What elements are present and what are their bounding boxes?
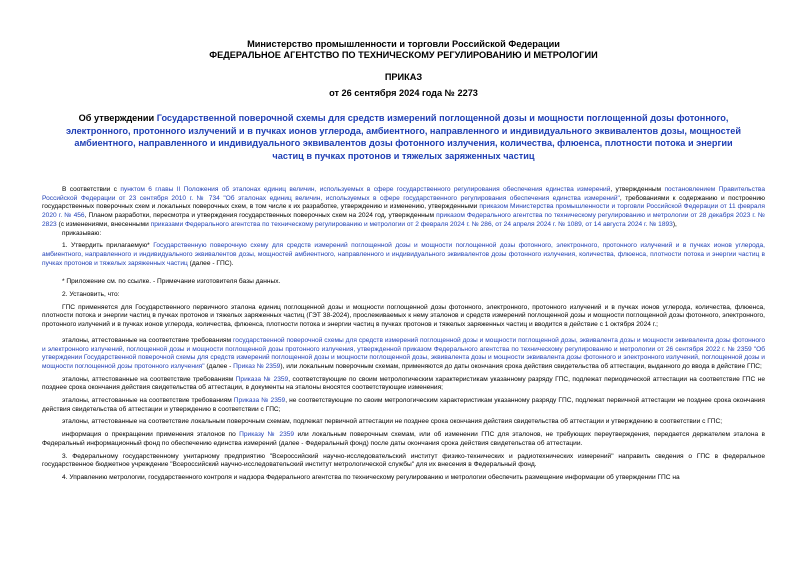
p2b-link-old-scheme[interactable]: государственной поверочной схемы для средств измерений поглощенной дозы и мощности поглощенной дозы, эквивалента дозы и мощности эквивалента дозы фотонного и электронного излучений, поглощенной дозы и мощности поглощенной дозы протонного излучения, утвержденной приказом Федерального агентства по техническому регулированию и метрологии от 26 сентября 2022 г. № 2359 "Об утверждении Государственной поверочной схемы для средств измерений поглощенной дозы и мощности поглощенной дозы, эквивалента дозы и мощности эквивалента дозы фотонного и электронного излучений, поглощенной дозы и мощности поглощенной дозы протонного излучения": [42, 336, 765, 370]
p2b-text: ), или локальным поверочным схемам, применяются до даты окончания срока действия свидетельства об аттестации, выданного до ввода в действие ГПС;: [280, 362, 762, 370]
paragraph-1: [42, 242, 765, 268]
agency-heading: ФЕДЕРАЛЬНОЕ АГЕНТСТВО ПО ТЕХНИЧЕСКОМУ РЕГУЛИРОВАНИЮ И МЕТРОЛОГИИ: [209, 50, 598, 60]
p2b-text: (далее -: [204, 362, 234, 370]
p2d-text: , не соответствующие по своим метрологическим характеристикам указанному разряду ГПС, подлежат первичной аттестации не позднее срока окончания действия свидетельства об аттестации и утверждению в соответствии с ГПС;: [42, 397, 766, 413]
paragraph-2c: [42, 376, 765, 393]
intro-link-minprom-order[interactable]: приказом Министерства промышленности и торговли Российской Федерации от 11 февраля 2020 г. № 456: [42, 203, 765, 220]
intro-text: В соответствии с: [62, 186, 121, 193]
intro-link-regulation[interactable]: пунктом 6 главы II Положения об эталонах единиц величин, используемых в сфере государственного регулирования обеспечения единства измерений: [120, 186, 611, 193]
document-body: [42, 186, 765, 483]
footnote: * Приложение см. по ссылке. - Примечание изготовителя базы данных.: [62, 278, 281, 286]
ministry-heading: Министерство промышленности и торговли Российской Федерации: [247, 39, 560, 49]
p1-text: 1. Утвердить прилагаемую*: [62, 242, 154, 250]
p1-link-scheme[interactable]: Государственную поверочную схему для средств измерений поглощенной дозы и мощности поглощенной дозы фотонного, электронного, протонного излучений и в пучках ионов углерода, амбиентного, направленного и индивидуального эквивалентов дозы, мощностей амбиентного, направленного и индивидуального эквивалентов дозы фотонного излучения, количества, флюенса, плотности потока и энергии частиц в пучках протонов и тяжелых заряженных частиц: [42, 242, 765, 267]
intro-text: (с изменениями, внесенными: [56, 220, 151, 228]
paragraph-2e: эталоны, аттестованные на соответствие локальным поверочным схемам, подлежат первичной аттестации не позднее срока окончания действия свидетельства об аттестации и утверждению в соответствии с ГПС;: [62, 418, 723, 426]
intro-link-amending-orders[interactable]: приказами Федерального агентства по техническому регулированию и метрологии от 2 февраля 2024 г. № 286, от 24 апреля 2024 г. № 1089, от 14 августа 2024 г. № 1893: [150, 220, 673, 228]
intro-paragraph: [42, 186, 765, 230]
intro-text: , Планом разработки, пересмотра и утверждения государственных поверочных схем на 2024 год, утвержденным: [84, 212, 437, 220]
p2b-text: эталоны, аттестованные на соответствие требованиям: [62, 336, 234, 344]
p2f-link-order-2359[interactable]: Приказу № 2359: [239, 431, 295, 439]
paragraph-3: 3. Федеральному государственному унитарному предприятию "Всероссийский научно-исследовательский институт физико-технических и радиотехнических измерений" направить сведения о ГПС в федеральное государственное бюджетное учреждение "Всероссийский научно-исследовательский институт метрологической службы" для их внесения в Федеральный фонд.: [42, 452, 765, 469]
intro-text: , утвержденным: [610, 186, 665, 193]
title-link[interactable]: Государственной поверочной схемы для средств измерений поглощенной дозы и мощности поглощенной дозы фотонного, электронного, протонного излучений и в пучках ионов углерода, амбиентного, направленного и индивидуального эквивалентов дозы, мощностей амбиентного, направленного и индивидуального эквивалентов дозы фотонного излучения, количества, флюенса, плотности потока и энергии частиц в пучках протонов и тяжелых заряженных частиц: [66, 113, 741, 161]
intro-link-plan-order[interactable]: приказом Федерального агентства по техническому регулированию и метрологии от 28 декабря 2023 г. № 2823: [42, 212, 766, 228]
order-word: приказываю:: [62, 229, 102, 237]
p2d-text: эталоны, аттестованные на соответствие требованиям: [62, 397, 234, 405]
paragraph-2b: [42, 337, 765, 372]
p2c-text: эталоны, аттестованные на соответствие требованиям: [62, 375, 236, 383]
document-title: [60, 112, 747, 162]
p2b-link-order-2359[interactable]: Приказ № 2359: [233, 362, 281, 370]
p2d-link-order-2359[interactable]: Приказа № 2359: [233, 397, 286, 405]
paragraph-2d: [42, 397, 765, 414]
intro-link-decree-title[interactable]: "Об эталонах единиц величин, используемых в сфере государственного регулирования обеспечения единства измерений": [223, 194, 620, 202]
p2c-text: , соответствующие по своим метрологическим характеристикам указанному разряду ГПС, подлежат периодической аттестации на соответствие ГПС не позднее срока окончания действия свидетельства об аттестации, в документы на эталоны вносятся соответствующие изменения;: [42, 375, 765, 392]
paragraph-2: 2. Установить, что:: [62, 291, 120, 299]
p2f-text: или локальным поверочным схемам, или об изменении ГПС для эталонов, не требующих переутверждения, передается держателем эталона в Федеральный информационный фонд по обеспечению единства измерений (далее - Федеральный фонд) после даты окончания срока действия свидетельства об аттестации.: [42, 431, 765, 447]
intro-link-decree[interactable]: постановлением Правительства Российской Федерации от 23 сентября 2010 г. № 734: [42, 186, 766, 202]
intro-text: ),: [672, 220, 677, 228]
p2c-link-order-2359[interactable]: Приказа № 2359: [235, 375, 289, 383]
document-date-number: от 26 сентября 2024 года № 2273: [329, 88, 478, 98]
p1-text: (далее - ГПС).: [187, 259, 234, 267]
p2f-text: информация о прекращении применения эталонов по: [62, 431, 240, 439]
title-prefix: Об утверждении: [78, 113, 157, 123]
paragraph-2a: ГПС применяется для Государственного первичного эталона единиц поглощенной дозы и мощности поглощенной дозы фотонного, электронного, протонного излучений и в пучках ионов углерода, количества, флюенса, плотности потока и энергии частиц в пучках протонов и тяжелых заряженных частиц (ГЭТ 38-2024), прослеживаемых к нему эталонов и средств измерений поглощенной дозы и мощности поглощенной дозы фотонного, электронного, протонного излучений и в пучках ионов углерода, количества, флюенса, плотности потока и энергии частиц в пучках протонов и тяжелых заряженных частиц и вводится в действие с 1 октября 2024 г.;: [42, 303, 765, 329]
document-type: ПРИКАЗ: [384, 72, 423, 82]
intro-text: , требованиями к содержанию и построению государственных поверочных схем и локальных поверочных схем, в том числе к их разработке, утверждению и изменению, утвержденными: [42, 194, 765, 211]
paragraph-2f: [42, 431, 765, 448]
paragraph-4: 4. Управлению метрологии, государственного контроля и надзора Федерального агентства по техническому регулированию и метрологии обеспечить размещение информации об утверждении ГПС на: [62, 473, 680, 481]
